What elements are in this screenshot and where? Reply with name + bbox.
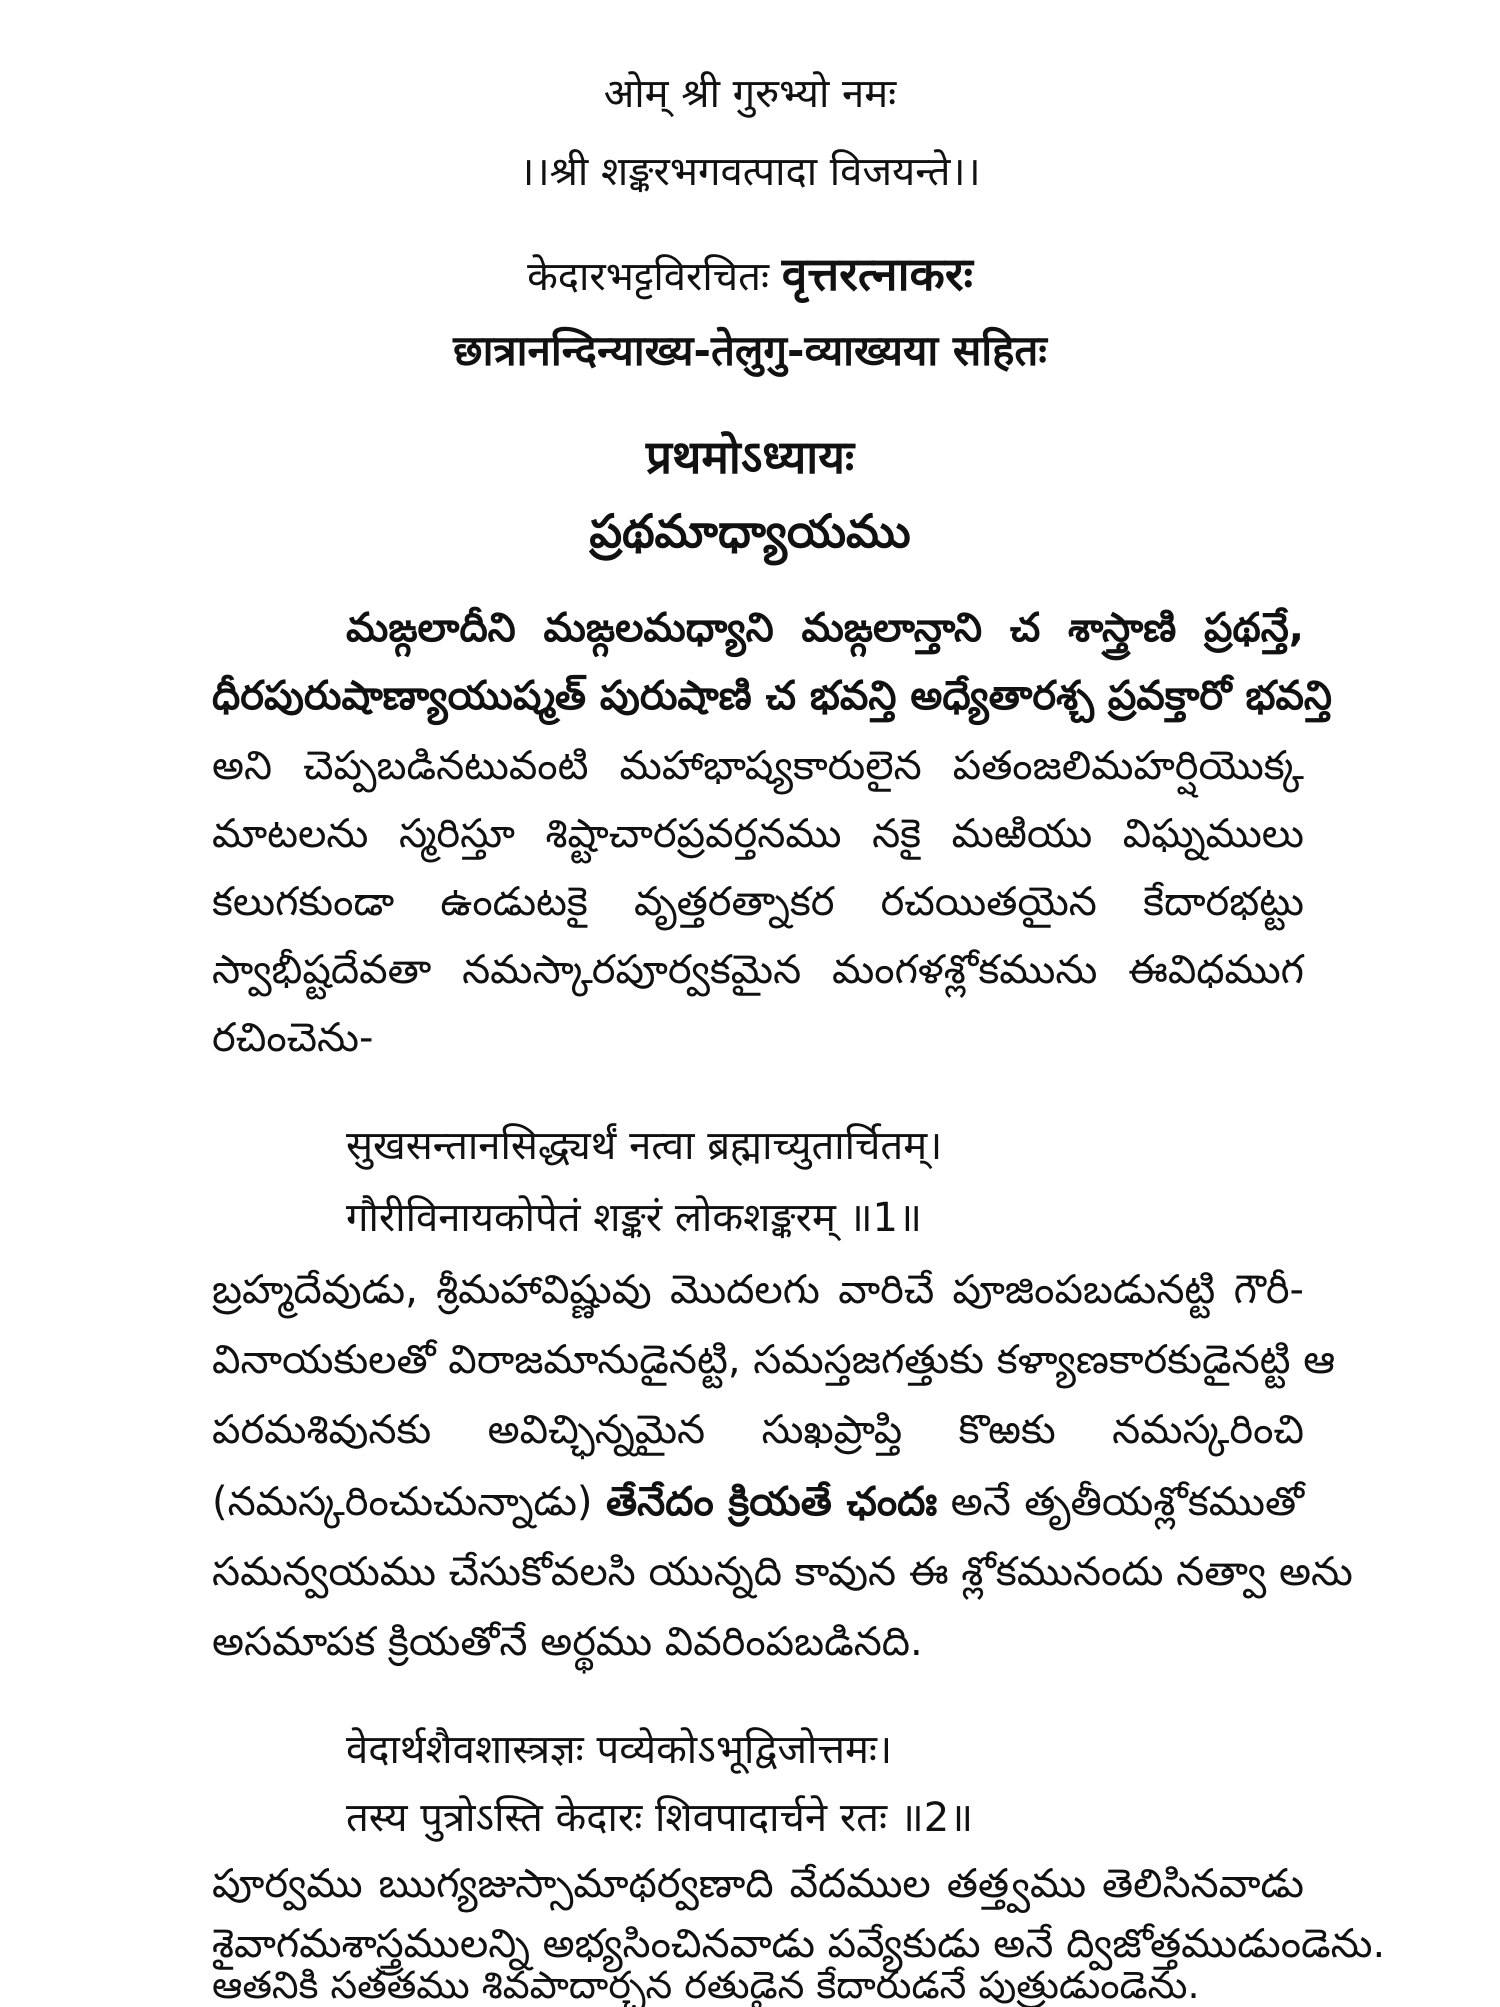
commentary-1-line-4-part-c: అనే తృతీయశ్లోకముతో <box>950 1479 1304 1525</box>
verse-1-line-1: सुखसन्तानसिद्ध्यर्थं नत्वा ब्रह्माच्युतार्चितम्। <box>346 1123 943 1169</box>
commentary-1-line-5: సమన్వయము చేసుకోవలసి యున్నది కావున ఈ శ్లోకమునందు నత్వా అను <box>212 1549 1353 1595</box>
intro-line-1: మఙ్గలాదీని మఙ్గలమధ్యాని మఙ్గలాన్తాని చ శాస్త్రాణి ప్రథన్తే, <box>346 605 1304 651</box>
commentary-1-line-4 <box>212 1474 1304 1530</box>
commentary-2-line-2: శైవాగమశాస్త్రములన్ని అభ్యసించినవాడు పవ్యేకుడు అనే ద్విజోత్తముడుండెను. <box>212 1921 1386 1967</box>
commentary-1-line-6: అసమాపక క్రియతోనే అర్థము వివరింపబడినది. <box>212 1619 923 1665</box>
intro-line-6: స్వాభీష్టదేవతా నమస్కారపూర్వకమైన మంగళశ్లోకమును ఈవిధముగ <box>212 947 1304 993</box>
subtitle-line: छात्रानन्दिन्याख्य-तेलुगु-व्याख्यया सहितः <box>453 326 1047 375</box>
verse-2-line-1: वेदार्थशैवशास्त्रज्ञः पव्येकोऽभूद्विजोत्तमः। <box>346 1727 893 1773</box>
commentary-1-line-1: బ్రహ్మదేవుడు, శ్రీమహావిష్ణువు మొదలగు వారిచే పూజింపబడునట్టి గౌరీ- <box>212 1267 1304 1313</box>
commentary-1-line-3: పరమశివునకు అవిచ్ఛిన్నమైన సుఖప్రాప్తి కొఱకు నమస్కరించి <box>212 1407 1304 1453</box>
intro-line-2: ధీరపురుషాణ్యాయుష్మత్ పురుషాణి చ భవన్తి అధ్యేతారశ్చ ప్రవక్తారో భవన్తి <box>212 673 1332 719</box>
commentary-2-line-3: ఆతనికి సతతము శివపాదార్చన రతుడైన కేదారుడనే పుత్రుడుండెను. <box>212 1963 1200 2007</box>
verse-1-line-2: गौरीविनायकोपेतं शङ्करं लोकशङ्करम् ॥1॥ <box>346 1195 922 1241</box>
intro-line-3: అని చెప్పబడినటువంటి మహాభాష్యకారులైన పతంజలిమహర్షియొక్క <box>212 743 1304 789</box>
commentary-1-line-4-quote: తేనేదం క్రియతే ఛందః <box>606 1479 938 1525</box>
intro-line-5: కలుగకుండా ఉండుటకై వృత్తరత్నాకర రచయితయైన కేదారభట్టు <box>212 879 1304 925</box>
title-line <box>200 246 1300 305</box>
commentary-1-line-4-part-a: (నమస్కరించుచున్నాడు) <box>212 1479 593 1525</box>
author-prefix: केदारभट्टविरचितः <box>527 254 770 300</box>
invocation-line: ओम् श्री गुरुभ्यो नमः <box>603 71 897 117</box>
intro-line-4: మాటలను స్మరిస్తూ శిష్టాచారప్రవర్తనము నకై మఱియు విఘ్నములు <box>212 811 1304 857</box>
intro-line-7: రచించెను- <box>212 1015 374 1061</box>
book-title: वृत्तरत्नाकरः <box>781 247 973 301</box>
verse-2-line-2: तस्य पुत्रोऽस्ति केदारः शिवपादार्चने रतः ॥2॥ <box>346 1795 974 1841</box>
commentary-2-line-1: పూర్వము ఋగ్యజుస్సామాథర్వణాది వేదముల తత్త్వము తెలిసినవాడు <box>212 1861 1304 1907</box>
victory-line: ।।श्री शङ्करभगवत्पादा विजयन्ते।। <box>519 149 981 195</box>
commentary-1-line-2: వినాయకులతో విరాజమానుడైనట్టి, సమస్తజగత్తుకు కళ్యాణకారకుడైనట్టి ఆ <box>212 1337 1336 1383</box>
chapter-title-sanskrit: प्रथमोऽध्यायः <box>645 430 855 484</box>
chapter-title-telugu: ప్రథమాధ్యాయము <box>589 504 911 558</box>
